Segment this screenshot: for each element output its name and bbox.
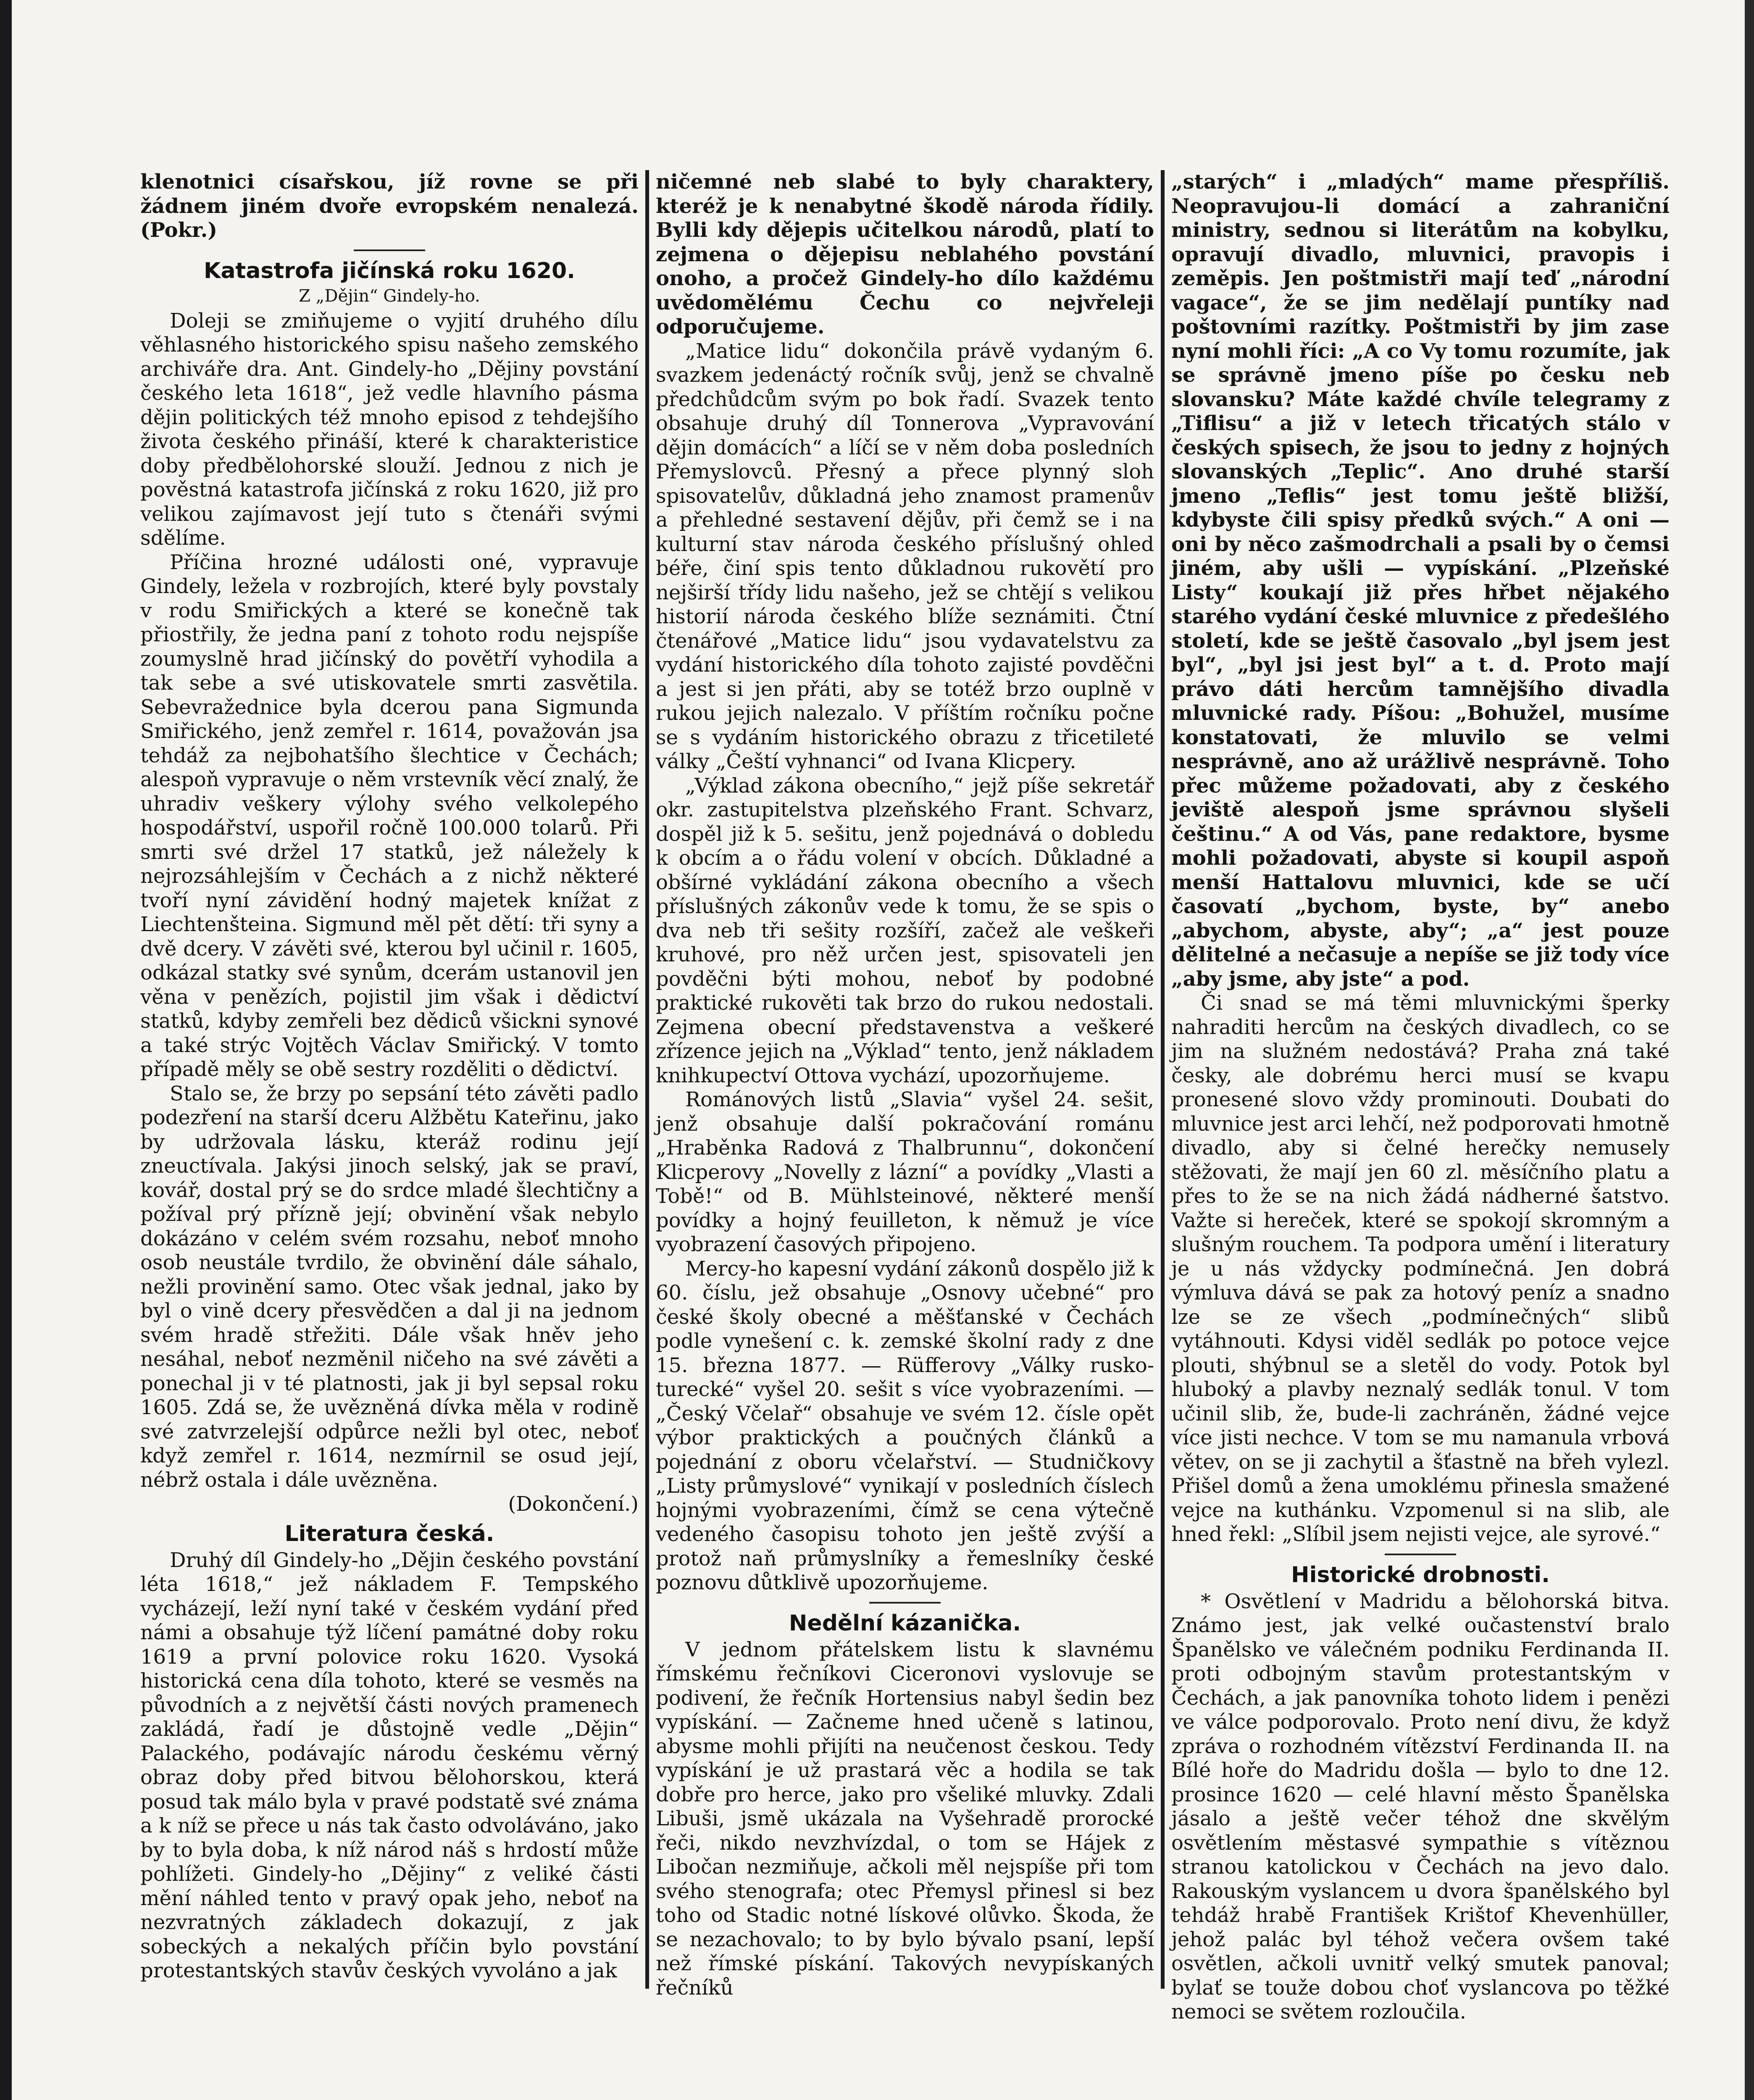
scan-border-right <box>1745 0 1754 2100</box>
paragraph: „Výklad zákona obecního,“ jejž píše sekretář okr. zastupitelstva plzeňského Frant. Schvarz, dospěl již k 5. sešitu, jenž pojednává o dobledu k obcím a o řádu volení v obcích. Důkladné a obšírné vykládání zákona obecního a všech příslušných zákonův vede k tomu, že se spis o dva neb tři sešity rozšíří, začež ale veškeři kruhové, pro něž určen jest, spisovateli jen povděčni býti mohou, neboť by podobné praktické rukověti tak brzo do rukou nedostali. Zejmena obecní představenstva a veškeré zřízence jejich na „Výklad“ tento, jenž nákladem knihkupectví Ottova vychází, upozorňujeme. <box>656 774 1154 1087</box>
heading-literatura: Literatura česká. <box>284 1521 494 1546</box>
byline-gindely: Z „Dějin“ Gindely-ho. <box>299 286 480 306</box>
column-3 <box>1165 170 1676 2100</box>
scan-border-left <box>0 0 12 2100</box>
heading-kazanicka: Nedělní kázanička. <box>789 1610 1021 1636</box>
paragraph: Druhý díl Gindely-ho „Dějin českého povstání léta 1618,“ jež nákladem F. Tempského vycházejí, leží nyní také v českém vydání před námi a obsahuje týž líčení památné doby roku 1619 a první polovice roku 1620. Vysoká historická cena díla tohoto, které se vesměs na původních a z největší části nových pramenech zakládá, řadí je důstojně vedle „Dějin“ Palackého, podávajíc národu českému věrný obraz doby před bitvou bělohorskou, která posud tak málo byla v pravé podstatě své známa a k níž se přece u nás tak často odvoláváno, jako by to byla doba, k níž národ náš s hrdostí může pohlížeti. Gindely-ho „Dějiny“ z veliké části mění náhled tento v pravý opak jeho, neboť na nezvratných základech dokazují, z jak sobeckých a nekalých příčin bylo povstání protestantských stavův českých vyvoláno a jak <box>140 1548 639 1982</box>
paragraph: „Matice lidu“ dokončila právě vydaným 6. svazkem jedenáctý ročník svůj, jenž se chvalně předchůdcům svým po bok řadí. Svazek tento obsahuje druhý díl Tonnerova „Vypravování dějin domácích“ a líčí se v něm doba posledních Přemyslovců. Přesný a přece plynný sloh spisovatelův, důkladná jeho znamost pramenův a přehledné sestavení dějův, při čemž se i na kulturní stav národa českého příslušný ohled béře, činí spis tento důkladnou rukovětí pro nejširší třídy lidu našeho, jež se chtějí s velikou historií národa českého blíže seznámiti. Čtní čtenářové „Matice lidu“ jsou vydavatelstvu za vydání historického díla tohoto zajisté povděčni a jest si jen přáti, aby se totéž brzo ouplně v rukou jejich nalezalo. V příštím ročníku počne se s vydáním historického obrazu z třicetileté války „Čeští vyhnanci“ od Ivana Klicpery. <box>656 339 1154 773</box>
paragraph: Doleji se zmiňujeme o vyjití druhého dílu věhlasného historického spisu našeho zemského archiváře dra. Ant. Gindely-ho „Dějiny povstání českého leta 1618“, jež vedle hlavního pásma dějin politických též mnoho episod z tehdejšího života českého přináší, které k charakteristice doby předbělohorské slouží. Jednou z nich je pověstná katastrofa jičínská z roku 1620, již pro velikou zajímavost její tuto s čtenáři svými sdělíme. <box>140 309 639 550</box>
paragraph: Románových listů „Slavia“ vyšel 24. sešit, jenž obsahuje další pokračování románu „Hraběnka Radová z Thalbrunnu“, dokončení Klicperovy „Novelly z lázní“ a povídky „Vlasti a Tobě!“ od B. Mühlsteinové, některé menší povídky a hojný feuilleton, k němuž je více vyobrazení časových připojeno. <box>656 1088 1154 1256</box>
heading-katastrofa: Katastrofa jičínská roku 1620. <box>204 258 575 284</box>
paragraph: * Osvětlení v Madridu a bělohorská bitva. Známo jest, jak velké oučastenství bralo Španělsko ve válečném podniku Ferdinanda II. proti odbojným stavům protestantským v Čechách, a jak panovníka tohoto lidem i penězi ve válce podporovalo. Proto není divu, že když zpráva o rozhodném vítězství Ferdinanda II. na Bílé hoře do Madridu došla — bylo to dne 12. prosince 1620 — celé hlavní město Španělska jásalo a ještě večer téhož dne skvělým osvětlením městasvé sympathie s vítěznou stranou katolickou v Čechách na jevo dalo. Rakouským vyslancem u dvora španělského byl tehdáž hrabě František Krištof Khevenhüller, jehož palác byl téhož večera ovšem také osvětlen, ačkoli uvnitř velký smutek panoval; bylať se touže dobou choť vyslancova po těžké nemoci se světem rozloučila. <box>1171 1589 1670 2024</box>
section-divider <box>1385 1554 1456 1555</box>
text-columns <box>134 170 1703 2100</box>
paragraph: Mercy-ho kapesní vydání zákonů dospělo již k 60. číslu, jež obsahuje „Osnovy učebné“ pro české školy obecné a měšťanské v Čechách podle vynešení c. k. zemské školní rady z dne 15. března 1877. — Rüfferovy „Války rusko-turecké“ vyšel 20. sešit s více vyobrazeními. — „Český Včelař“ obsahuje ve svém 12. čísle opět výbor praktických a poučných článků a pojednání z oboru včelařství. — Studničkovy „Listy průmyslové“ vynikají v posledních číslech hojnými vyobrazeními, čímž se cena výtečně vedeného časopisu tohoto jen ještě zvýší a protož naň průmyslníky a řemeslníky české poznovu důtklivě upozorňujeme. <box>656 1257 1154 1594</box>
paragraph: V jednom přátelskem listu k slavnému římskému řečníkovi Ciceronovi vyslovuje se podivení, že řečník Hortensius nabyl šedin bez vypískání. — Začneme hned učeně s latinou, abysme mohli přijíti na neučenost českou. Tedy vypískání je už prastará věc a hodila se tak dobře pro herce, jako pro všeliké mluvky. Zdali Libuši, jsmě ukázala na Vyšehradě prorocké řeči, nikdo nevzhvízdal, o tom se Hájek z Libočan nezmiňuje, ačkoli měl nejspíše při tom svého stenografa; otec Přemysl přinesl si bez toho od Stadic notné lískové olůvko. Škoda, že se nezachovalo; to by bylo bývalo psaní, lepší než římské pískání. Takových nevypískaných řečníků <box>656 1638 1154 2000</box>
continuation-note: (Dokončení.) <box>508 1492 639 1516</box>
column-1 <box>134 170 645 2100</box>
column-2 <box>649 170 1161 2100</box>
paragraph: „starých“ i „mladých“ mame přespříliš. Neopravujou-li domácí a zahraniční ministry, sednou si literátům na kobylku, opravují divadlo, mluvnici, pravopis i zeměpis. Jen poštmistři mají teď „národní vagace“, že se jim nedělají puntíky nad poštovními razítky. Poštmistři by jim zase nyní mohli říci: „A co Vy tomu rozumíte, jak se správně jmeno píše po česku neb slovansku? Máte každé chvíle telegramy z „Tiflisu“ a již v letech třicatých stálo v českých spisech, že jsou to jedny z hojných slovanských „Teplic“. Ano druhé starší jmeno „Teflis“ jest tomu ještě bližší, kdybyste čili spisy předků svých.“ A oni — oni by něco zašmodrchali a psali by o čemsi jiném, aby ušli — vypískání. „Plzeňské Listy“ koukají již přes hřbet nějakého starého vydání české mluvnice z předešlého století, kde se ještě časovalo „byl jsem jest byl“, „byl jsi jest byl“ a t. d. Proto mají právo dáti hercům tamnějšího divadla mluvnické rady. Píšou: „Bohužel, musíme konstatovati, že mluvilo se velmi nesprávně, ano až urážlivě nesprávně. Toho přec můžeme požadovati, aby z českého jeviště alespoň jsme správnou slyšeli češtinu.“ A od Vás, pane redaktore, bysme mohli požadovati, abyste si koupil aspoň menší Hattalovu mluvnici, kde se učí časovatí „bychom, byste, by“ anebo „abychom, abyste, aby“; „a“ jest pouze dělitelné a nečasuje a nepíše se již tody více „aby jsme, aby jste“ a pod. <box>1171 170 1670 991</box>
article-continuation: klenotnici císařskou, jíž rovne se při žádnem jiném dvoře evropském nenalezá. (Pokr.) <box>140 170 639 242</box>
paragraph: Příčina hrozné události oné, vypravuje Gindely, ležela v rozbrojích, které byly povstaly v rodu Smiřických a které se konečně tak přiostřily, že jedna paní z tohoto rodu nejspíše zoumyslně hrad jičínský do povětří vyhodila a tak sebe a své utiskovatele smrti zasvětila. Sebevražednice byla dcerou pana Sigmunda Smiřického, jenž zemřel r. 1614, považován jsa tehdáž za nejbohatšího šlechtice v Čechách; alespoň vypravuje o něm vrstevník věcí znalý, že uhradiv veškery výlohy svého velkolepého hospodářství, uspořil ročně 100.000 tolarů. Při smrti své držel 17 statků, jež náležely k nejrozsáhlejším v Čechách a z nichž některé tvoří nyní závidění hodný majetek knížat z Liechtenšteina. Sigmund měl pět dětí: tři syny a dvě dcery. V závěti své, kterou byl učinil r. 1605, odkázal statky své synům, dcerám ustanovil jen věna v penězích, pojistil jim však i dědictví statků, kdyby zemřeli bez dědiců všickni synové a také strýc Vojtěch Václav Smiřický. V tomto případě měly se obě sestry rozděliti o dědictví. <box>140 550 639 1081</box>
column-rule <box>645 170 649 1989</box>
column-rule <box>1161 170 1165 1989</box>
section-divider <box>869 1602 941 1604</box>
heading-drobnosti: Historické drobnosti. <box>1291 1562 1550 1588</box>
section-divider <box>354 249 425 251</box>
paragraph: Či snad se má těmi mluvnickými šperky nahraditi hercům na českých divadlech, co se jim na služném nedostává? Praha zná také česky, ale dobrému herci musí se kvapu pronesené slovo vždy prominouti. Doubati do mluvnice jest arci lehčí, než podporovati hmotně divadlo, aby si čelné herečky nemusely stěžovati, že mají jen 60 zl. měsíčního platu a přes to že se na nich žádá nádherné šatstvo. Važte si hereček, které se spokojí skromným a slušným rouchem. Ta podpora umění i literatury je u nás vždycky podmínečná. Jen dobrá výmluva dává se pak za hotový peníz a snadno lze se ze všech „podmínečných“ slibů vytáhnouti. Kdysi viděl sedlák po potoce vejce plouti, shýbnul se a sletěl do vody. Potok byl hluboký a plavby neznalý sedlák tonul. V tom učinil slib, že, bude-li zachráněn, žádné vejce více jisti nechce. V tom se mu namanula vrbová větev, on se ji zachytil a šťastně na břeh vylezl. Přišel domů a žena umoklému přinesla smažené vejce na kuthánku. Vzpomenul si na slib, ale hned řekl: „Slíbil jsem nejisti vejce, ale syrové.“ <box>1171 991 1670 1546</box>
paragraph: ničemné neb slabé to byly charaktery, kteréž je k nenabytné škodě národa řídily. Bylli kdy dějepis učitelkou národů, platí to zejmena o dějepisu neblahého povstání onoho, a pročež Gindely-ho dílo každému uvědomělému Čechu co nejvřeleji odporučujeme. <box>656 170 1154 339</box>
paragraph: Stalo se, že brzy po sepsání této závěti padlo podezření na starší dceru Alžbětu Kateřinu, jako by udržovala lásku, kteráž rodinu její zneuctívala. Jakýsi jinoch selský, jak se praví, kovář, dostal prý se do srdce mladé šlechtičny a požíval prý přízně její; obvinění však nebylo dokázáno v celém svém rozsahu, neboť mnoho osob neustále tvrdilo, že obvinění dále sáhalo, nežli provinění samo. Otec však jednal, jako by byl o vině dcery přesvědčen a dal ji na jednom svém hradě střežiti. Dále však hněv jeho nesáhal, neboť nezměnil ničeho na své závěti a ponechal ji v té platnosti, jak ji byl sepsal roku 1605. Zdá se, že uvězněná dívka měla v rodině své zatvrzelejší odpůrce nežli byl otec, neboť když zemřel r. 1614, nezmírnil se osud její, nébrž ostala i dále uvězněna. <box>140 1082 639 1492</box>
